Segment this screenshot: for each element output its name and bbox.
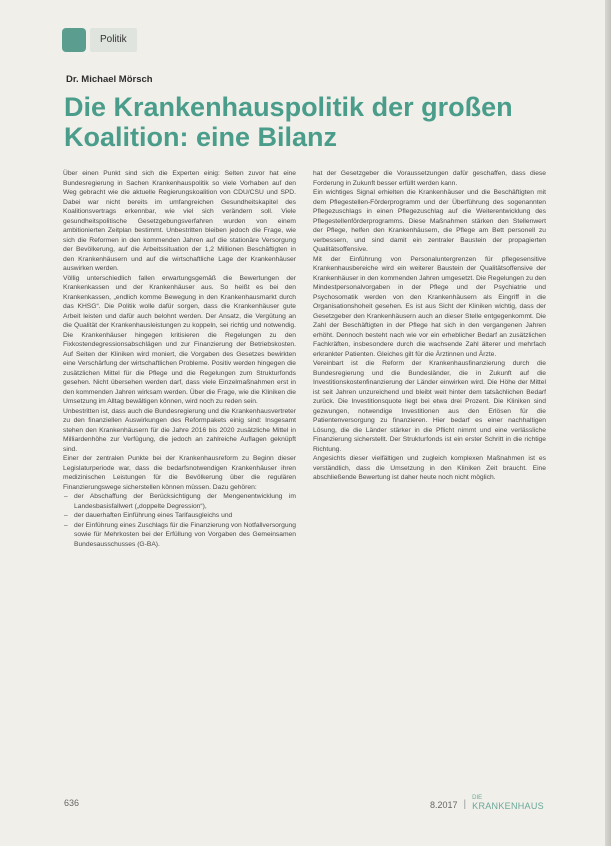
- left-paragraph-1: Über einen Punkt sind sich die Experten einig: Selten zuvor hat eine Bundesregierung in Sachen Krankenhauspolitik so viele Vorhaben auf den Weg gebracht wie die aktuelle Regierungskoalition von CDU/CSU und SPD. Dabei war nicht bereits im umfangreichen Gesundheitskapitel des Koalitionsvertrags erkennbar, wie viel sich verändern soll. Viele gesundheitspolitische Gesetzgebungsverfahren wurden von einem ambitionierten Zeitplan bestimmt. Unbestritten bleiben jedoch die Frage, wie sich die Reformen in den kommenden Jahren auf die stationäre Versorgung der Bevölkerung, auf die Arbeitssituation der 1,2 Millionen Beschäftigten in den Krankenhäusern und auf die wirtschaftliche Lage der Krankenhäuser auswirken werden.: [63, 170, 296, 272]
- magazine-logo-name: KRANKENHAUS: [472, 801, 544, 811]
- right-paragraph-3: Mit der Einführung von Personaluntergrenzen für pflegesensitive Krankenhausbereiche wird ein weiterer Baustein der Qualitätsoffensive der Krankenhäuser in den kommenden Jahren umgesetzt. Die Regelungen zu den Mindestpersonalvorgaben in der Pflege und der Psychiatrie und Psychosomatik werden von den Krankenhäusern als Eingriff in die Organisationshoheit gesehen. Es ist aus Sicht der Kliniken wichtig, dass der Gesetzgeber den Krankenhäusern auch an dieser Stelle entgegenkommt. Die Zahl der Beschäftigten in der Pflege hat sich in den vergangenen Jahren erhöht. Dennoch besteht nach wie vor ein erheblicher Bedarf an zusätzlichen Fachkräften, insbesondere durch die wachsende Zahl älterer und mehrfach erkrankter Patienten. Gleiches gilt für die Ärztinnen und Ärzte.: [313, 255, 546, 358]
- right-column: [313, 169, 546, 483]
- section-label: Politik: [90, 28, 137, 52]
- section-color-marker: [62, 28, 86, 52]
- right-paragraph-1: hat der Gesetzgeber die Voraussetzungen dafür geschaffen, dass diese Forderung in Zukunft besser erfüllt werden kann.: [313, 170, 546, 187]
- list-item: – der Abschaffung der Berücksichtigung der Mengenentwicklung im Landesbasisfallwert („doppelte Degression“),: [63, 492, 296, 511]
- section-tag: [62, 28, 137, 52]
- author-name: Dr. Michael Mörsch: [66, 74, 153, 85]
- right-paragraph-2: Ein wichtiges Signal erhielten die Krankenhäuser und die Beschäftigten mit dem Pflegestellen-Förderprogramm und der Überführung des sogenannten Pflegezuschlags in einen Pflegezuschlag auf die Weiterentwicklung des Pflegestellenförderprogramms. Diese Maßnahmen stärken den Stellenwert der Pflege, helfen den Krankenhäusern, die Pflege am Bett personell zu verbessern, und sind damit ein zentraler Baustein der propagierten Qualitätsoffensive.: [313, 189, 546, 253]
- left-paragraph-3: Unbestritten ist, dass auch die Bundesregierung und die Krankenhausvertreter zu den finanziellen Auswirkungen des Reformpakets einig sind: Insgesamt stehen den Krankenhäusern für die Jahre 2016 bis 2020 zusätzliche Mittel in Milliardenhöhe zur Verfügung, die jedoch an zahlreiche Auflagen geknüpft sind.: [63, 407, 296, 453]
- issue-number: 8.2017: [430, 800, 458, 810]
- footer-masthead: [430, 794, 544, 810]
- list-item: – der dauerhaften Einführung eines Tarifausgleichs und: [63, 511, 296, 521]
- list-item: – der Einführung eines Zuschlags für die Finanzierung von Notfallversorgung sowie für Mehrkosten bei der Erfüllung von Vorgaben des Gemeinsamen Bundesausschusses (G-BA).: [63, 521, 296, 550]
- left-column: [63, 169, 296, 549]
- page-number: 636: [64, 798, 80, 808]
- left-paragraph-2: Völlig unterschiedlich fallen erwartungsgemäß die Bewertungen der Krankenkassen und der Krankenhäuser aus. So heißt es bei den Krankenkassen, „endlich komme Bewegung in den Krankenhausmarkt durch das KHSG“. Die Politik wolle dafür sorgen, dass die Krankenhäuser gute Arbeit leisten und dafür auch belohnt werden. Der Ansatz, die Vergütung an die Qualität der Krankenhausleistungen zu koppeln, sei richtig und notwendig. Die Krankenhäuser hingegen kritisieren die Regelungen zu den Fixkostendegressionsabschlägen und zur Finanzierung der Betriebskosten. Auf Seiten der Kliniken wird moniert, die Vorgaben des Gesetzes bewirkten eine Verschärfung der wirtschaftlichen Probleme. Positiv werden hingegen die zusätzlichen Mittel für die Pflege und die Regelungen zum Strukturfonds gesehen. Nicht übersehen werden darf, dass viele Einzelmaßnahmen erst in den kommenden Jahren wirksam werden. Über die Frage, wie die Kliniken die Umsetzung im Alltag bewältigen können, wird noch zu reden sein.: [63, 274, 296, 405]
- right-paragraph-4: Vereinbart ist die Reform der Krankenhausfinanzierung durch die Bundesregierung und die Bundesländer, die in Zukunft auf die Investitionskostenfinanzierung der Länder einwirken wird. Die Höhe der Mittel ist seit Jahren unzureichend und bleibt weit hinter dem tatsächlichen Bedarf zurück. Die Investitionsquote liegt bei etwa drei Prozent. Die Kliniken sind gezwungen, notwendige Investitionen aus den Erlösen für die Patientenversorgung zu finanzieren. Hier bedarf es einer nachhaltigen Lösung, die die Länder stärker in die Pflicht nimmt und eine verlässliche Finanzierung sicherstellt. Der Strukturfonds ist ein erster Schritt in die richtige Richtung.: [313, 360, 546, 453]
- left-paragraph-4: Einer der zentralen Punkte bei der Krankenhausreform zu Beginn dieser Legislaturperiode war, dass die bedarfsnotwendigen Krankenhäuser ihren medizinischen Leistungen für die Bevölkerung über die regulären Finanzierungswege sicherstellen können müssen. Dazu gehören:: [63, 455, 296, 491]
- magazine-logo-article: DIE: [472, 795, 483, 801]
- magazine-logo: [472, 794, 544, 810]
- article-title: Die Krankenhauspolitik der großen Koalition: eine Bilanz: [64, 92, 513, 152]
- scan-edge: [605, 0, 611, 846]
- right-paragraph-5: Angesichts dieser vielfältigen und zugleich komplexen Maßnahmen ist es verständlich, dass die Umsetzung in den Kliniken Zeit braucht. Eine abschließende Bewertung ist daher heute noch nicht möglich.: [313, 455, 546, 481]
- footer-divider: |: [463, 799, 467, 810]
- measures-list: [63, 492, 296, 549]
